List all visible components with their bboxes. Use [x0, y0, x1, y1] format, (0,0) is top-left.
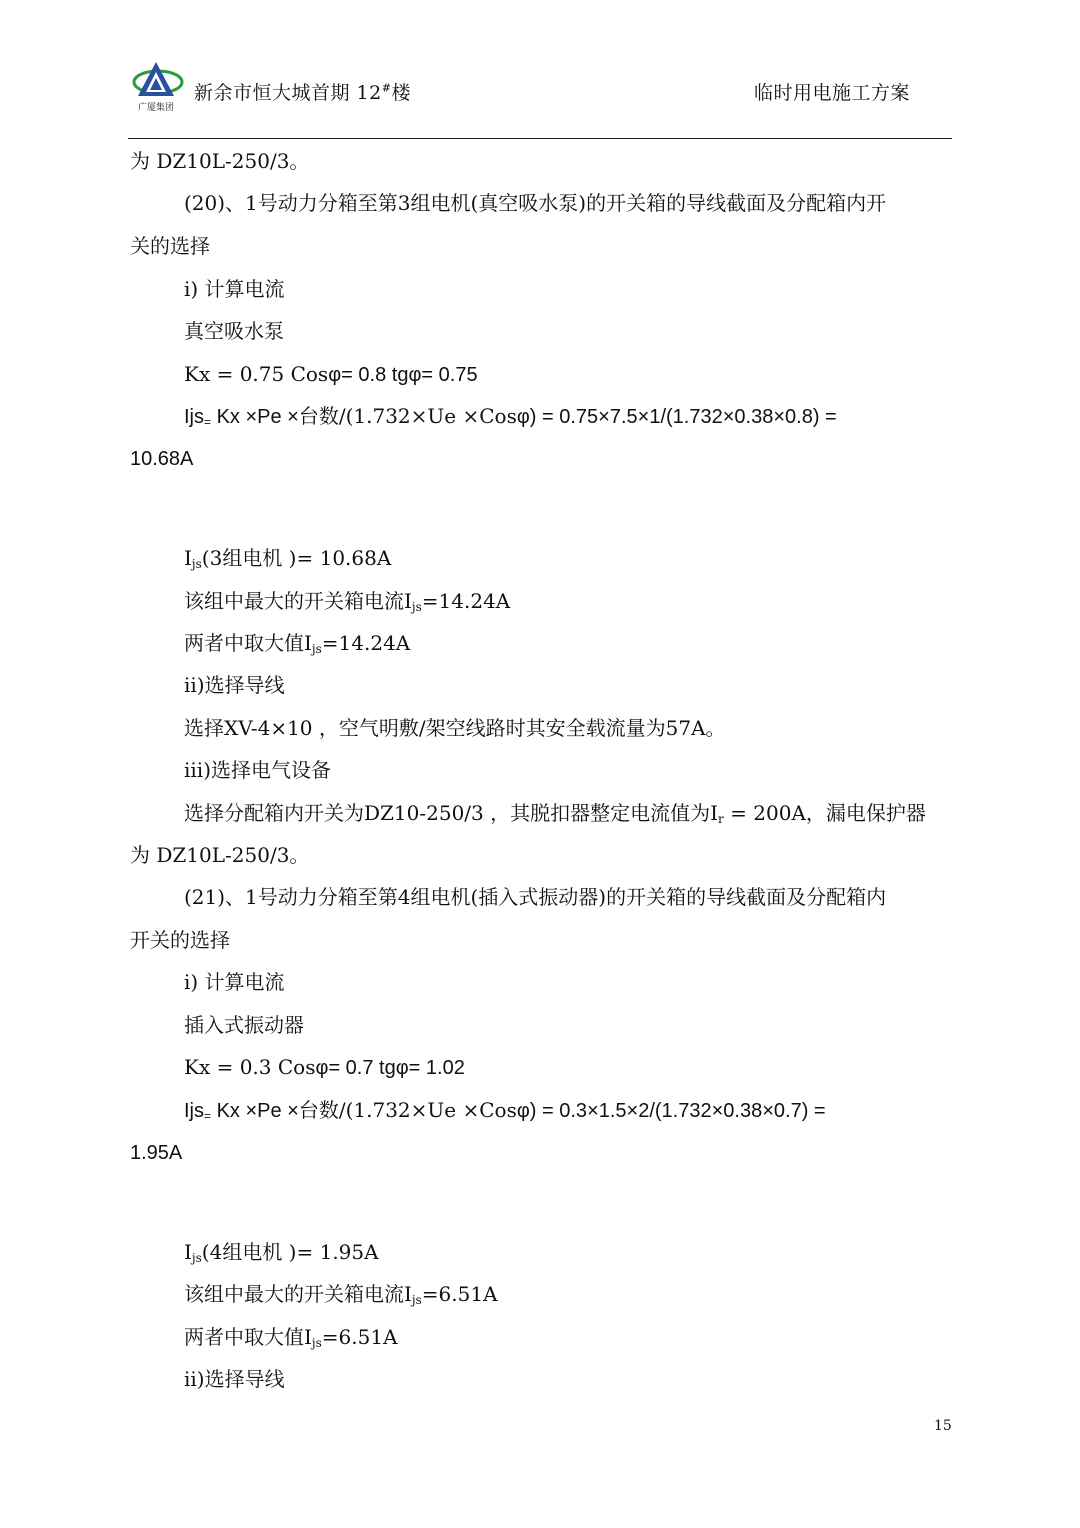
text-line: $I_{js}(4$组电机 )= 1.95A [184, 1240, 379, 1265]
formula-line: Ijs$_=$ Kx ×Pe ×台数/(1.732×Ue ×Cosφ) = 0.3×1.5×2/(1.732×0.38×0.7) = [184, 1098, 826, 1123]
company-logo-icon [128, 58, 184, 114]
text-line: $I_{js}(3$组电机 )= 10.68A [184, 546, 392, 571]
formula-line: Kx = 0.75 Cosφ= 0.8 tgφ= 0.75 [184, 362, 478, 386]
text-line: 开关的选择 [130, 928, 230, 952]
text-line: i) 计算电流 [184, 970, 285, 994]
text-line: 两者中取大值$I_{js}=6.51A$ [184, 1325, 398, 1350]
project-title: 新余市恒大城首期 12#楼 [194, 81, 411, 104]
text-line: i) 计算电流 [184, 277, 285, 301]
text-line: 选择XV-4×10 ，空气明敷/架空线路时其安全载流量为57A。 [184, 716, 726, 740]
text-line: 该组中最大的开关箱电流$I_{js}=14.24A$ [184, 589, 511, 614]
text-line: iii)选择电气设备 [184, 758, 331, 782]
page-number: 15 [934, 1418, 952, 1434]
section-heading: (20)、1号动力分箱至第3组电机(真空吸水泵)的开关箱的导线截面及分配箱内开 [184, 191, 887, 215]
text-line: 为 DZ10L-250/3。 [130, 843, 310, 867]
text-line: 插入式振动器 [184, 1013, 304, 1037]
text-line: 选择分配箱内开关为DZ10-250/3 ，其脱扣器整定电流值为$I_r = 200A$，漏电保护器 [184, 801, 926, 826]
text-line: 真空吸水泵 [184, 319, 284, 343]
formula-line: Kx = 0.3 Cosφ= 0.7 tgφ= 1.02 [184, 1055, 465, 1079]
document-title: 临时用电施工方案 [753, 82, 910, 104]
text-line: ii)选择导线 [184, 1367, 285, 1391]
text-line: 关的选择 [130, 234, 210, 258]
text-line: 为 DZ10L-250/3。 [130, 149, 310, 173]
section-heading: (21)、1号动力分箱至第4组电机(插入式振动器)的开关箱的导线截面及分配箱内 [184, 885, 887, 909]
header-divider [128, 138, 952, 139]
text-line: 该组中最大的开关箱电流$I_{js}=6.51A$ [184, 1282, 498, 1307]
formula-result: 10.68A [130, 448, 194, 470]
text-line: ii)选择导线 [184, 673, 285, 697]
page-header [128, 52, 952, 142]
formula-result: 1.95A [130, 1142, 183, 1164]
logo-text: 广厦集团 [137, 103, 175, 113]
formula-line: Ijs$_=$ Kx ×Pe ×台数/(1.732×Ue ×Cosφ) = 0.75×7.5×1/(1.732×0.38×0.8) = [184, 404, 837, 429]
text-line: 两者中取大值$I_{js}=14.24A$ [184, 631, 411, 656]
